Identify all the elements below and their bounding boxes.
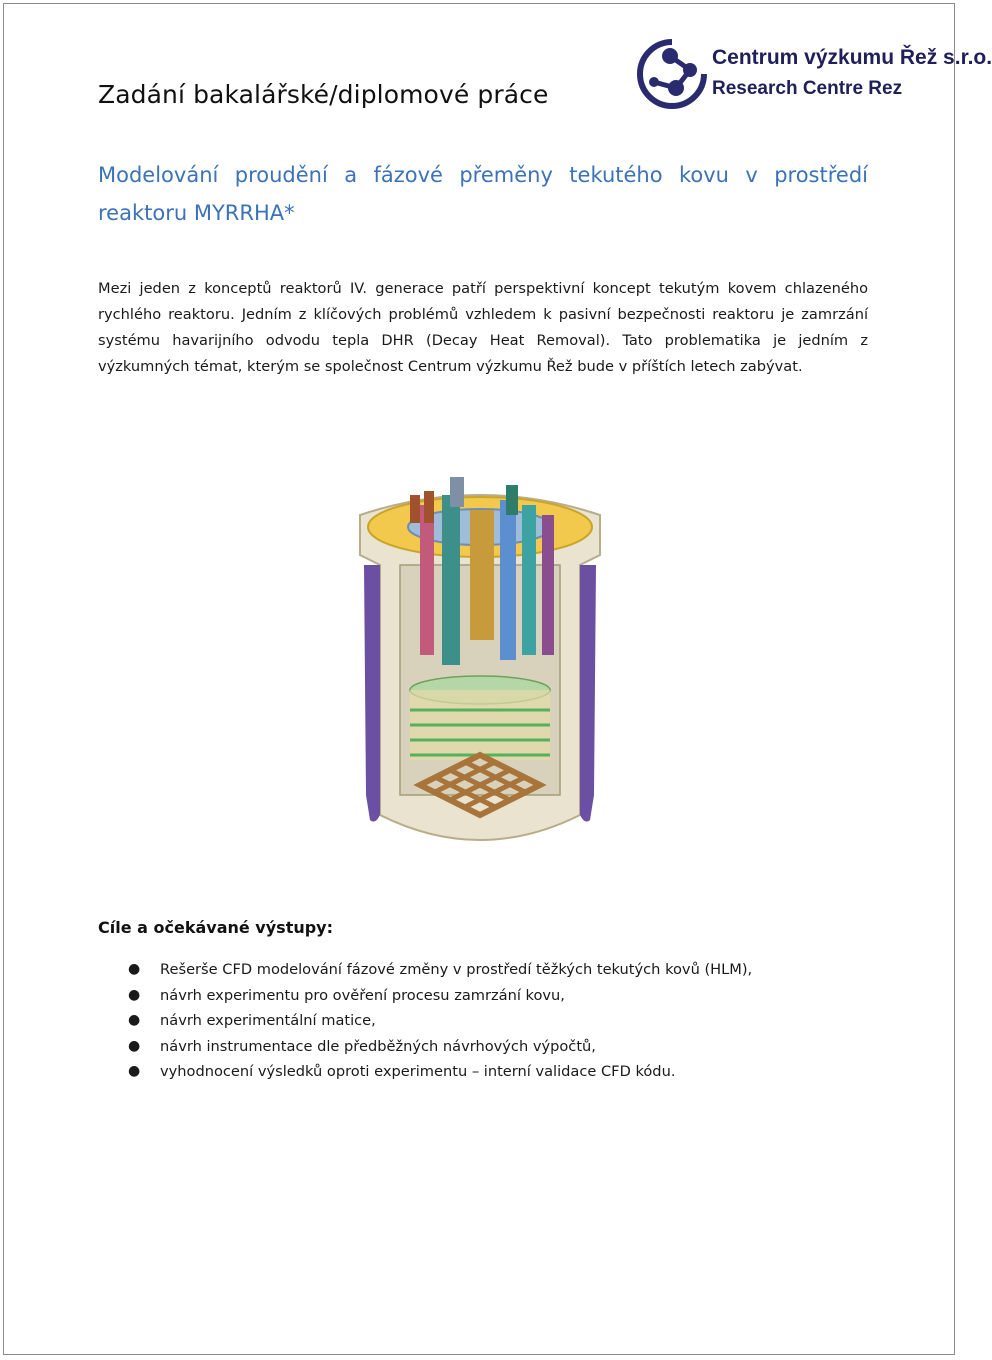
reactor-cutaway-illustration-icon	[330, 455, 630, 855]
bullet: ●	[128, 1063, 141, 1080]
goal-text: Rešerše CFD modelování fázové změny v prostředí těžkých tekutých kovů (HLM),	[160, 961, 753, 978]
goal-text: návrh experimentální matice,	[160, 1012, 376, 1030]
logo-company-name-english: Research Centre Rez	[712, 78, 903, 99]
list-item	[98, 1008, 878, 1034]
logo-company-name: Centrum výzkumu Řež s.r.o.	[712, 46, 992, 69]
bullet: ●	[128, 986, 141, 1003]
goals-list	[98, 957, 878, 1085]
bullet: ●	[128, 1037, 141, 1054]
list-item	[98, 1034, 878, 1060]
goal-text: návrh instrumentace dle předběžných návrhových výpočtů,	[160, 1037, 596, 1055]
list-item	[98, 983, 878, 1009]
goal-text: návrh experimentu pro ověření procesu zamrzání kovu,	[160, 986, 565, 1004]
atom-molecule-logo-icon	[632, 34, 712, 114]
goal-text: vyhodnocení výsledků oproti experimentu – interní validace CFD kódu.	[160, 1063, 676, 1081]
document-title: Zadání bakalářské/diplomové práce	[98, 80, 549, 109]
list-item	[98, 957, 878, 983]
bullet: ●	[128, 961, 141, 977]
company-logo	[632, 34, 992, 114]
list-item	[98, 1059, 878, 1085]
bullet: ●	[128, 1012, 141, 1029]
goals-heading: Cíle a očekávané výstupy:	[98, 918, 334, 937]
thesis-subtitle: Modelování proudění a fázové přeměny tekutého kovu v prostředí reaktoru MYRRHA*	[98, 163, 868, 225]
intro-paragraph: Mezi jeden z konceptů reaktorů IV. generace patří perspektivní koncept tekutým kovem chlazeného rychlého reaktoru. Jedním z klíčových problémů vzhledem k pasivní bezpečnosti reaktoru je zamrzání systému havarijního odvodu tepla DHR (Decay Heat Removal). Tato problematika je jedním z výzkumných témat, kterým se společnost Centrum výzkumu Řež bude v příštích letech zabývat.	[98, 280, 868, 375]
